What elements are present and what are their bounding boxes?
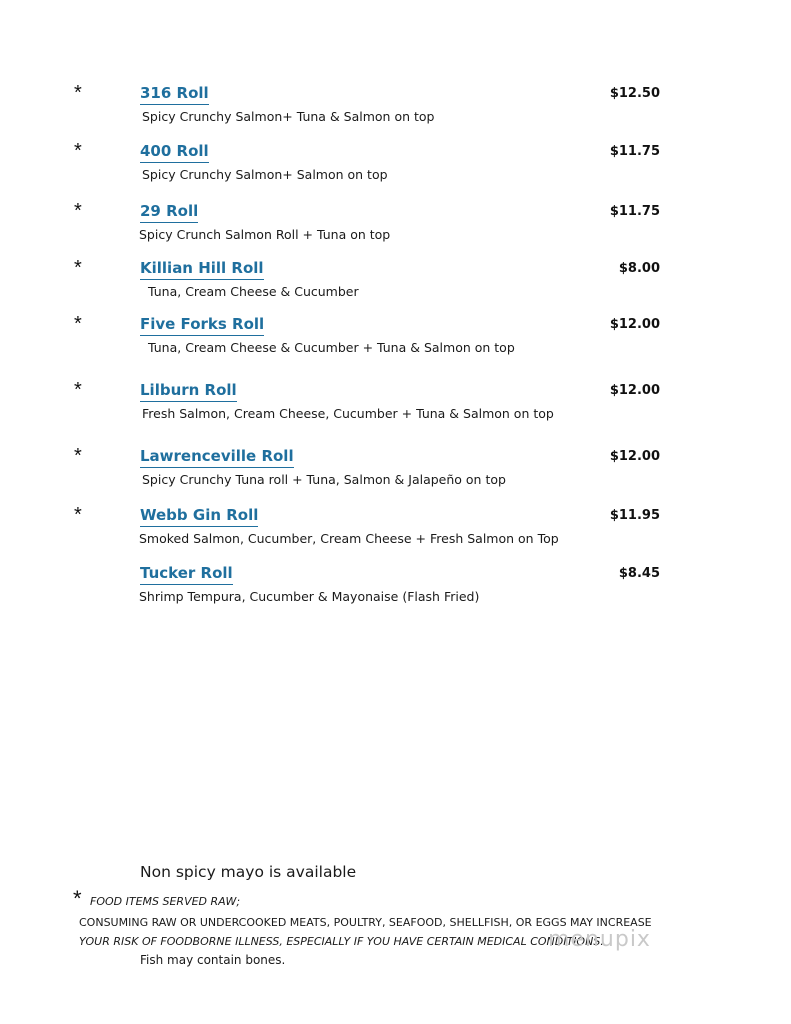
item-price: $11.95 xyxy=(609,508,660,523)
bones-note: Fish may contain bones. xyxy=(140,953,286,967)
mayo-note: Non spicy mayo is available xyxy=(140,863,357,881)
menu-item xyxy=(0,505,791,555)
menu-item xyxy=(0,83,791,133)
raw-marker: * xyxy=(74,82,82,104)
raw-marker: * xyxy=(74,200,82,222)
item-name[interactable]: Lawrenceville Roll xyxy=(140,446,294,468)
item-name[interactable]: 316 Roll xyxy=(140,83,209,105)
item-price: $12.00 xyxy=(609,317,660,332)
raw-marker: * xyxy=(74,379,82,401)
menu-item xyxy=(0,201,791,251)
raw-items-label: FOOD ITEMS SERVED RAW; xyxy=(90,895,241,908)
item-price: $11.75 xyxy=(609,204,660,219)
consumer-warning-line2: YOUR RISK OF FOODBORNE ILLNESS, ESPECIALLY IF YOU HAVE CERTAIN MEDICAL CONDITIONS. xyxy=(79,935,604,948)
item-name[interactable]: 400 Roll xyxy=(140,141,209,163)
item-name[interactable]: Webb Gin Roll xyxy=(140,505,258,527)
raw-marker: * xyxy=(74,313,82,335)
item-name[interactable]: Killian Hill Roll xyxy=(140,258,264,280)
menu-item xyxy=(0,258,791,308)
watermark: menupix xyxy=(548,927,651,952)
raw-marker: * xyxy=(74,257,82,279)
raw-marker: * xyxy=(74,445,82,467)
menu-item xyxy=(0,380,791,430)
item-price: $12.50 xyxy=(609,86,660,101)
item-description: Smoked Salmon, Cucumber, Cream Cheese + Fresh Salmon on Top xyxy=(139,531,559,546)
menu-item xyxy=(0,314,791,364)
item-price: $11.75 xyxy=(609,144,660,159)
item-description: Spicy Crunch Salmon Roll + Tuna on top xyxy=(139,227,391,242)
item-price: $12.00 xyxy=(609,383,660,398)
item-description: Tuna, Cream Cheese & Cucumber xyxy=(148,284,359,299)
raw-marker: * xyxy=(74,140,82,162)
item-description: Spicy Crunchy Salmon+ Salmon on top xyxy=(142,167,388,182)
item-description: Fresh Salmon, Cream Cheese, Cucumber + Tuna & Salmon on top xyxy=(142,406,554,421)
item-name[interactable]: Tucker Roll xyxy=(140,563,233,585)
item-name[interactable]: Five Forks Roll xyxy=(140,314,264,336)
menu-item xyxy=(0,563,791,613)
item-description: Spicy Crunchy Salmon+ Tuna & Salmon on top xyxy=(142,109,435,124)
item-price: $12.00 xyxy=(609,449,660,464)
item-description: Shrimp Tempura, Cucumber & Mayonaise (Flash Fried) xyxy=(139,589,480,604)
raw-marker: * xyxy=(73,886,82,911)
consumer-warning-line1: CONSUMING RAW OR UNDERCOOKED MEATS, POULTRY, SEAFOOD, SHELLFISH, OR EGGS MAY INCREASE xyxy=(79,916,652,929)
item-price: $8.45 xyxy=(618,566,660,581)
raw-marker: * xyxy=(74,504,82,526)
item-name[interactable]: Lilburn Roll xyxy=(140,380,237,402)
menu-item xyxy=(0,446,791,496)
item-price: $8.00 xyxy=(618,261,660,276)
item-description: Tuna, Cream Cheese & Cucumber + Tuna & Salmon on top xyxy=(148,340,515,355)
item-description: Spicy Crunchy Tuna roll + Tuna, Salmon & Jalapeño on top xyxy=(142,472,506,487)
menu-item xyxy=(0,141,791,191)
item-name[interactable]: 29 Roll xyxy=(140,201,198,223)
